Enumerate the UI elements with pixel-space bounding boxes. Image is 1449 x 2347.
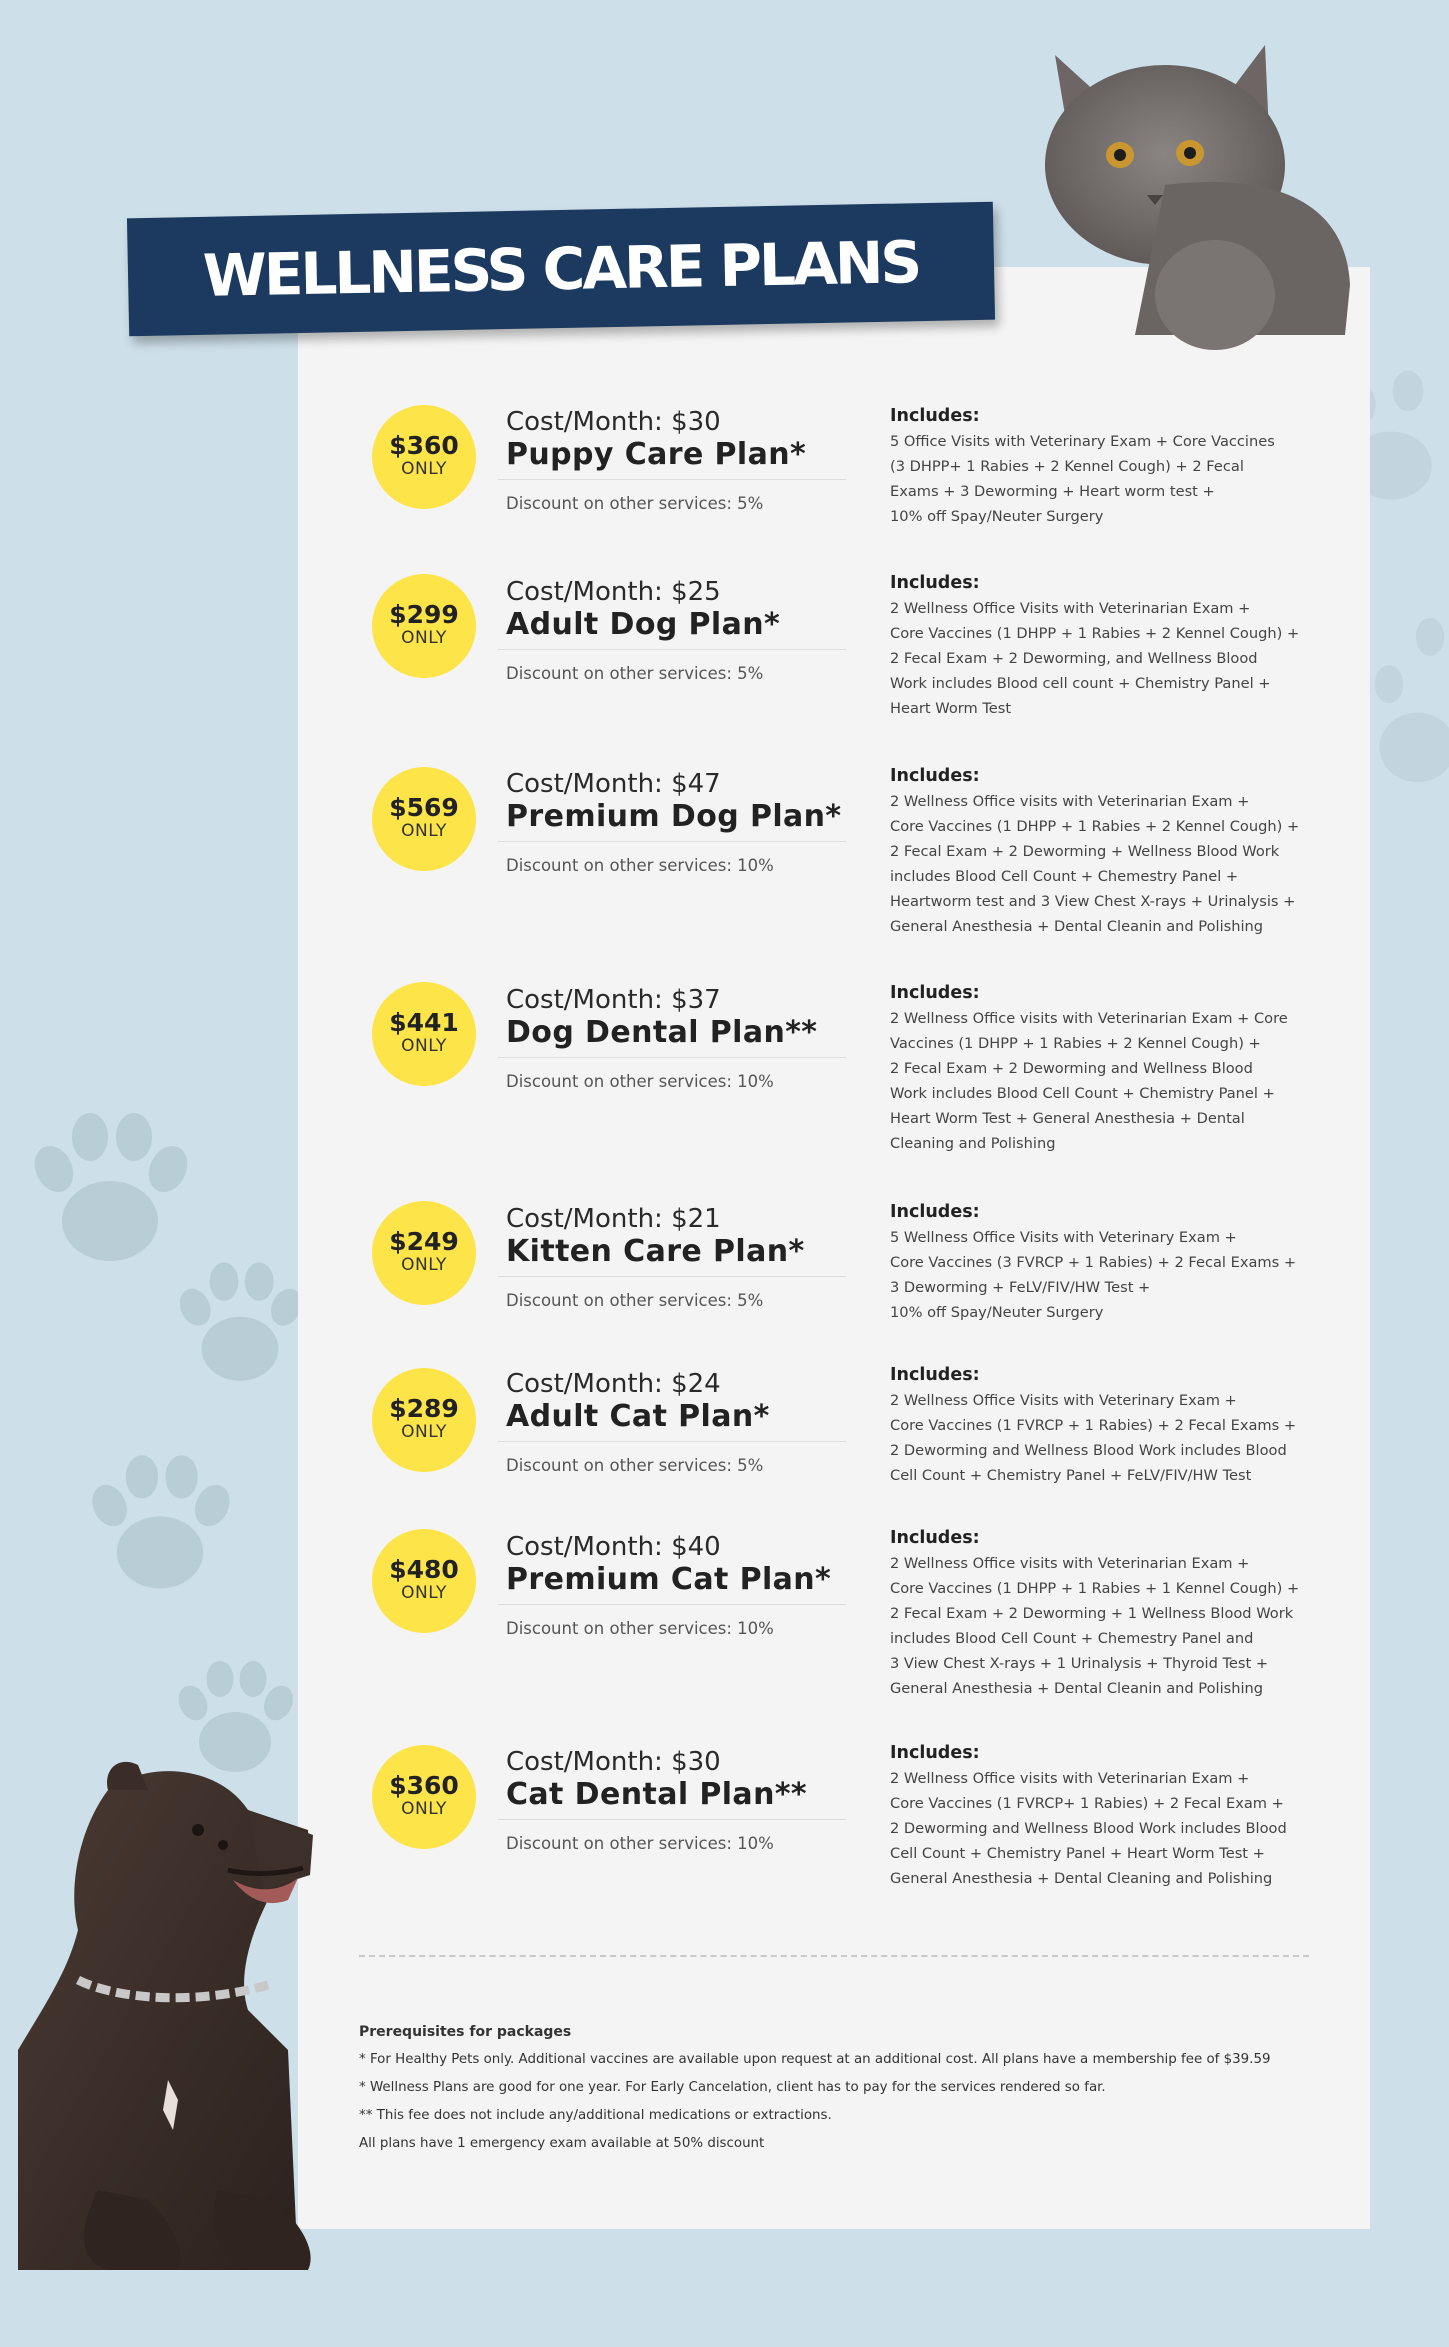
price-value: $360 <box>389 1771 459 1800</box>
price-value: $360 <box>389 431 459 460</box>
includes-line: Heart Worm Test <box>890 700 1012 717</box>
includes-line: Exams + 3 Deworming + Heart worm test + <box>890 483 1215 500</box>
includes-heading: Includes: <box>890 1743 980 1763</box>
price-suffix: ONLY <box>401 1255 447 1275</box>
includes-line: 2 Wellness Office Visits with Veterinary Exam + <box>890 1392 1237 1409</box>
includes-heading: Includes: <box>890 1202 980 1222</box>
prerequisites-heading: Prerequisites for packages <box>359 2024 572 2040</box>
includes-list <box>890 1006 1320 1156</box>
monthly-cost: Cost/Month: $47 <box>506 769 721 799</box>
price-value: $441 <box>389 1008 459 1037</box>
includes-line: Core Vaccines (1 FVRCP + 1 Rabies) + 2 Fecal Exams + <box>890 1417 1297 1434</box>
dog-photo <box>18 1750 318 2280</box>
plan-name: Premium Cat Plan* <box>506 1562 832 1597</box>
plan-name: Premium Dog Plan* <box>506 799 842 834</box>
price-badge <box>372 767 476 871</box>
footnote: * Wellness Plans are good for one year. For Early Cancelation, client has to pay for the services rendered so far. <box>359 2080 1106 2095</box>
prerequisites-notes <box>359 2018 1319 2158</box>
includes-heading: Includes: <box>890 766 980 786</box>
divider <box>498 1057 846 1058</box>
paw-print-icon <box>160 1240 320 1400</box>
includes-list <box>890 1766 1320 1891</box>
divider <box>498 1276 846 1277</box>
price-badge <box>372 982 476 1086</box>
discount-text: Discount on other services: 5% <box>506 1456 764 1475</box>
price-badge <box>372 574 476 678</box>
includes-line: 2 Fecal Exam + 2 Deworming + Wellness Blood Work <box>890 843 1280 860</box>
includes-line: 10% off Spay/Neuter Surgery <box>890 508 1104 525</box>
includes-line: 2 Wellness Office visits with Veterinarian Exam + Core <box>890 1010 1288 1027</box>
includes-heading: Includes: <box>890 406 980 426</box>
price-suffix: ONLY <box>401 1799 447 1819</box>
price-value: $249 <box>389 1227 459 1256</box>
includes-line: 2 Fecal Exam + 2 Deworming + 1 Wellness Blood Work <box>890 1605 1294 1622</box>
includes-heading: Includes: <box>890 1528 980 1548</box>
includes-line: Core Vaccines (1 DHPP + 1 Rabies + 1 Kennel Cough) + <box>890 1580 1300 1597</box>
price-suffix: ONLY <box>401 821 447 841</box>
includes-line: General Anesthesia + Dental Cleaning and Polishing <box>890 1870 1273 1887</box>
includes-line: Vaccines (1 DHPP + 1 Rabies + 2 Kennel Cough) + <box>890 1035 1261 1052</box>
kitten-photo <box>1015 35 1360 365</box>
monthly-cost: Cost/Month: $30 <box>506 1747 721 1777</box>
includes-list <box>890 596 1320 721</box>
includes-line: 5 Wellness Office Visits with Veterinary Exam + <box>890 1229 1237 1246</box>
includes-line: 2 Deworming and Wellness Blood Work includes Blood <box>890 1820 1287 1837</box>
includes-line: 10% off Spay/Neuter Surgery <box>890 1304 1104 1321</box>
includes-line: 2 Fecal Exam + 2 Deworming and Wellness Blood <box>890 1060 1253 1077</box>
paw-print-icon <box>70 1430 250 1610</box>
monthly-cost: Cost/Month: $37 <box>506 985 721 1015</box>
includes-line: Heartworm test and 3 View Chest X-rays + Urinalysis + <box>890 893 1296 910</box>
includes-line: includes Blood Cell Count + Chemestry Panel + <box>890 868 1239 885</box>
price-suffix: ONLY <box>401 628 447 648</box>
paw-print-icon <box>1370 600 1449 800</box>
includes-line: 3 Deworming + FeLV/FIV/HW Test + <box>890 1279 1151 1296</box>
plan-name: Puppy Care Plan* <box>506 437 807 472</box>
includes-line: includes Blood Cell Count + Chemestry Panel and <box>890 1630 1254 1647</box>
discount-text: Discount on other services: 5% <box>506 664 764 683</box>
divider <box>498 1441 846 1442</box>
plan-name: Adult Cat Plan* <box>506 1399 770 1434</box>
price-badge <box>372 405 476 509</box>
divider <box>498 649 846 650</box>
footnote: ** This fee does not include any/additional medications or extractions. <box>359 2108 832 2123</box>
includes-line: Work includes Blood Cell Count + Chemistry Panel + <box>890 1085 1275 1102</box>
monthly-cost: Cost/Month: $30 <box>506 407 721 437</box>
plan-name: Adult Dog Plan* <box>506 607 781 642</box>
includes-line: 5 Office Visits with Veterinary Exam + Core Vaccines <box>890 433 1275 450</box>
price-value: $299 <box>389 600 459 629</box>
price-value: $480 <box>389 1555 459 1584</box>
includes-heading: Includes: <box>890 1365 980 1385</box>
includes-list <box>890 1388 1320 1488</box>
discount-text: Discount on other services: 10% <box>506 856 774 875</box>
includes-heading: Includes: <box>890 983 980 1003</box>
footnote: * For Healthy Pets only. Additional vaccines are available upon request at an additional cost. All plans have a membership fee of $39.59 <box>359 2052 1271 2067</box>
price-badge <box>372 1745 476 1849</box>
price-badge <box>372 1201 476 1305</box>
includes-line: 2 Wellness Office visits with Veterinarian Exam + <box>890 1770 1250 1787</box>
includes-line: 2 Wellness Office visits with Veterinarian Exam + <box>890 793 1250 810</box>
price-suffix: ONLY <box>401 459 447 479</box>
plan-name: Kitten Care Plan* <box>506 1234 805 1269</box>
price-value: $289 <box>389 1394 459 1423</box>
includes-line: Heart Worm Test + General Anesthesia + Dental <box>890 1110 1245 1127</box>
includes-line: 3 View Chest X-rays + 1 Urinalysis + Thyroid Test + <box>890 1655 1269 1672</box>
divider <box>498 1819 846 1820</box>
includes-line: 2 Wellness Office Visits with Veterinarian Exam + <box>890 600 1251 617</box>
includes-line: Core Vaccines (1 DHPP + 1 Rabies + 2 Kennel Cough) + <box>890 625 1300 642</box>
discount-text: Discount on other services: 10% <box>506 1072 774 1091</box>
price-suffix: ONLY <box>401 1036 447 1056</box>
divider <box>498 1604 846 1605</box>
includes-line: General Anesthesia + Dental Cleanin and Polishing <box>890 1680 1264 1697</box>
includes-line: Cell Count + Chemistry Panel + Heart Worm Test + <box>890 1845 1265 1862</box>
price-suffix: ONLY <box>401 1422 447 1442</box>
includes-line: General Anesthesia + Dental Cleanin and Polishing <box>890 918 1264 935</box>
includes-line: Work includes Blood cell count + Chemistry Panel + <box>890 675 1271 692</box>
plan-name: Cat Dental Plan** <box>506 1777 808 1812</box>
price-badge <box>372 1529 476 1633</box>
plan-name: Dog Dental Plan** <box>506 1015 818 1050</box>
includes-line: Core Vaccines (1 DHPP + 1 Rabies + 2 Kennel Cough) + <box>890 818 1300 835</box>
discount-text: Discount on other services: 5% <box>506 494 764 513</box>
includes-line: Cleaning and Polishing <box>890 1135 1056 1152</box>
title-banner <box>127 202 995 337</box>
page-title: WELLNESS CARE PLANS <box>202 228 920 310</box>
includes-line: Core Vaccines (1 FVRCP+ 1 Rabies) + 2 Fecal Exam + <box>890 1795 1284 1812</box>
includes-line: 2 Fecal Exam + 2 Deworming, and Wellness Blood <box>890 650 1258 667</box>
price-badge <box>372 1368 476 1472</box>
divider <box>498 841 846 842</box>
discount-text: Discount on other services: 10% <box>506 1834 774 1853</box>
dashed-divider <box>359 1955 1309 1957</box>
includes-line: Core Vaccines (3 FVRCP + 1 Rabies) + 2 Fecal Exams + <box>890 1254 1297 1271</box>
price-suffix: ONLY <box>401 1583 447 1603</box>
divider <box>498 479 846 480</box>
includes-list <box>890 1225 1320 1325</box>
monthly-cost: Cost/Month: $40 <box>506 1532 721 1562</box>
includes-line: 2 Deworming and Wellness Blood Work includes Blood <box>890 1442 1287 1459</box>
discount-text: Discount on other services: 5% <box>506 1291 764 1310</box>
price-value: $569 <box>389 793 459 822</box>
footnote: All plans have 1 emergency exam available at 50% discount <box>359 2136 765 2151</box>
includes-list <box>890 1551 1320 1701</box>
monthly-cost: Cost/Month: $21 <box>506 1204 721 1234</box>
includes-list <box>890 789 1320 939</box>
monthly-cost: Cost/Month: $24 <box>506 1369 721 1399</box>
includes-list <box>890 429 1320 529</box>
includes-line: Cell Count + Chemistry Panel + FeLV/FIV/HW Test <box>890 1467 1252 1484</box>
includes-heading: Includes: <box>890 573 980 593</box>
includes-line: 2 Wellness Office visits with Veterinarian Exam + <box>890 1555 1250 1572</box>
discount-text: Discount on other services: 10% <box>506 1619 774 1638</box>
includes-line: (3 DHPP+ 1 Rabies + 2 Kennel Cough) + 2 Fecal <box>890 458 1244 475</box>
monthly-cost: Cost/Month: $25 <box>506 577 721 607</box>
